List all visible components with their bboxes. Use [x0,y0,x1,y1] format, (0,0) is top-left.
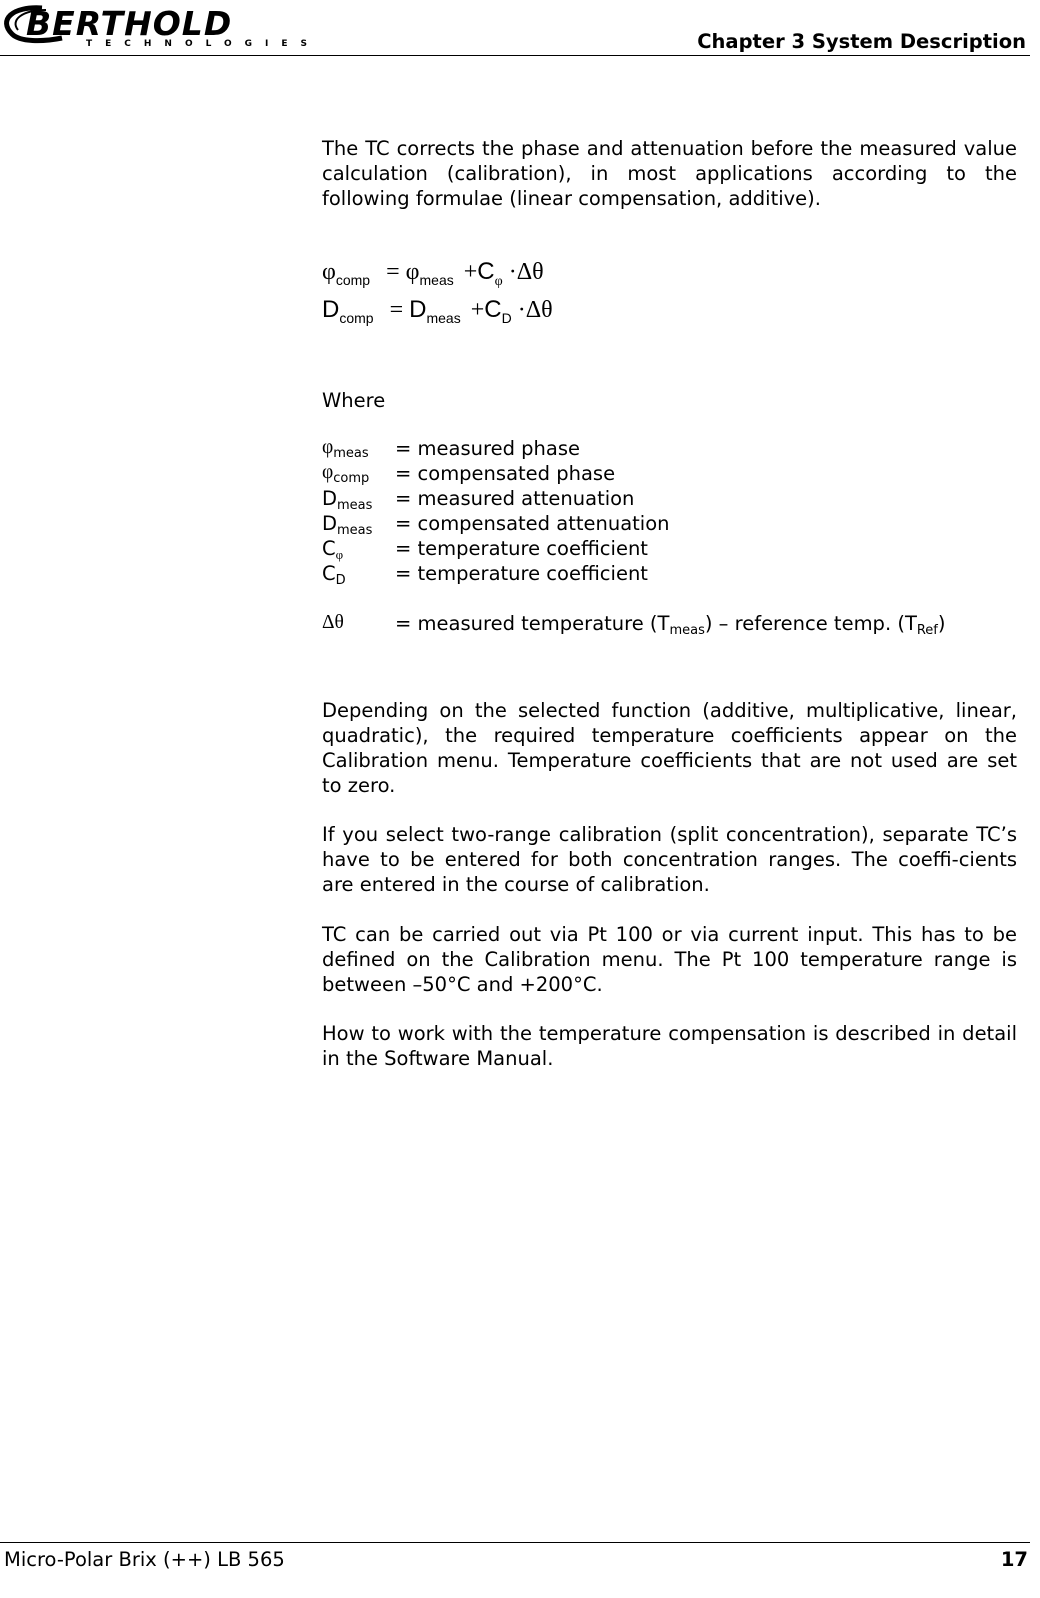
formula-subscript: φ [494,274,503,289]
formula-subscript: D [501,310,512,326]
footer-document-title: Micro-Polar Brix (++) LB 565 [4,1548,285,1571]
logo-wordmark: BERTHOLD [26,4,233,43]
definition-symbol: Δθ [322,612,344,633]
formula-attenuation [322,296,553,324]
definition-symbol: $C_\varphi$ [322,537,344,562]
definitions-list [322,437,1022,637]
formula-symbol: D [322,296,340,323]
definition-text: = temperature coefficient [395,537,648,560]
formula-operator: + [463,259,478,285]
formula-subscript: meas [419,272,454,288]
paragraph-pt100 [322,922,1017,997]
formula-subscript: meas [426,310,461,326]
formula-operator: = [386,259,400,285]
definition-text: = measured temperature $(T_{meas})$ – reference temp. $(T_{Ref})$ [395,612,946,638]
formula-operator: = [389,297,404,323]
formula-phase [322,258,544,289]
chapter-title: Chapter 3 System Description [697,30,1026,53]
page-number: 17 [1000,1548,1028,1571]
formula-symbol: D [409,296,427,323]
paragraph-text: Depending on the selected function (additive, multiplicative, linear, quadratic), the required temperature coefficients appear on the Calibration menu. Temperature coefficients that are not used are set to zero. [322,699,1017,797]
header-rule [0,55,1030,56]
where-label: Where [322,389,386,412]
formula-subscript: comp [339,310,374,326]
paragraph-functions [322,698,1017,798]
definition-symbol: $\varphi_{meas}$ [322,437,369,461]
formula-operator: · [508,259,517,285]
definition-text: = measured attenuation [395,487,635,510]
definition-symbol: $D_{meas}$ [322,487,373,513]
definition-text: = compensated phase [395,462,616,485]
formula-symbol: Δθ [525,297,553,323]
intro-paragraph [322,136,1017,211]
formula-symbol: φ [405,259,420,285]
formula-operator: · [517,297,526,323]
definition-symbol: $D_{meas}$ [322,512,373,538]
company-logo [2,4,321,52]
formula-symbol: Δθ [516,259,544,285]
intro-text: The TC corrects the phase and attenuation before the measured value calculation (calibration), in most applications according to the following formulae (linear compensation, additive). [322,137,1017,210]
formula-subscript: comp [335,272,371,288]
formula-symbol: C [484,296,502,323]
paragraph-text: How to work with the temperature compensation is described in detail in the Software Manual. [322,1022,1017,1070]
paragraph-text: If you select two-range calibration (split concentration), separate TC’s have to be entered for both concentration ranges. The coeffi-cients are entered in the course of calibration. [322,823,1017,896]
definition-symbol: $C_D$ [322,562,346,588]
paragraph-text: TC can be carried out via Pt 100 or via current input. This has to be defined on the Calibration menu. The Pt 100 temperature range is between –50°C and +200°C. [322,923,1017,996]
definition-symbol: $\varphi_{comp}$ [322,462,370,486]
formula-symbol: C [477,258,495,285]
formula-block [322,258,622,338]
definition-text: = temperature coefficient [395,562,648,585]
definition-text: = measured phase [395,437,581,460]
paragraph-software-manual [322,1021,1017,1071]
formula-symbol: φ [322,259,336,285]
definition-text: = compensated attenuation [395,512,670,535]
formula-operator: + [470,297,485,323]
footer-rule [0,1542,1030,1543]
logo-subtitle: TECHNOLOGIES [86,39,321,49]
paragraph-two-range [322,822,1017,897]
